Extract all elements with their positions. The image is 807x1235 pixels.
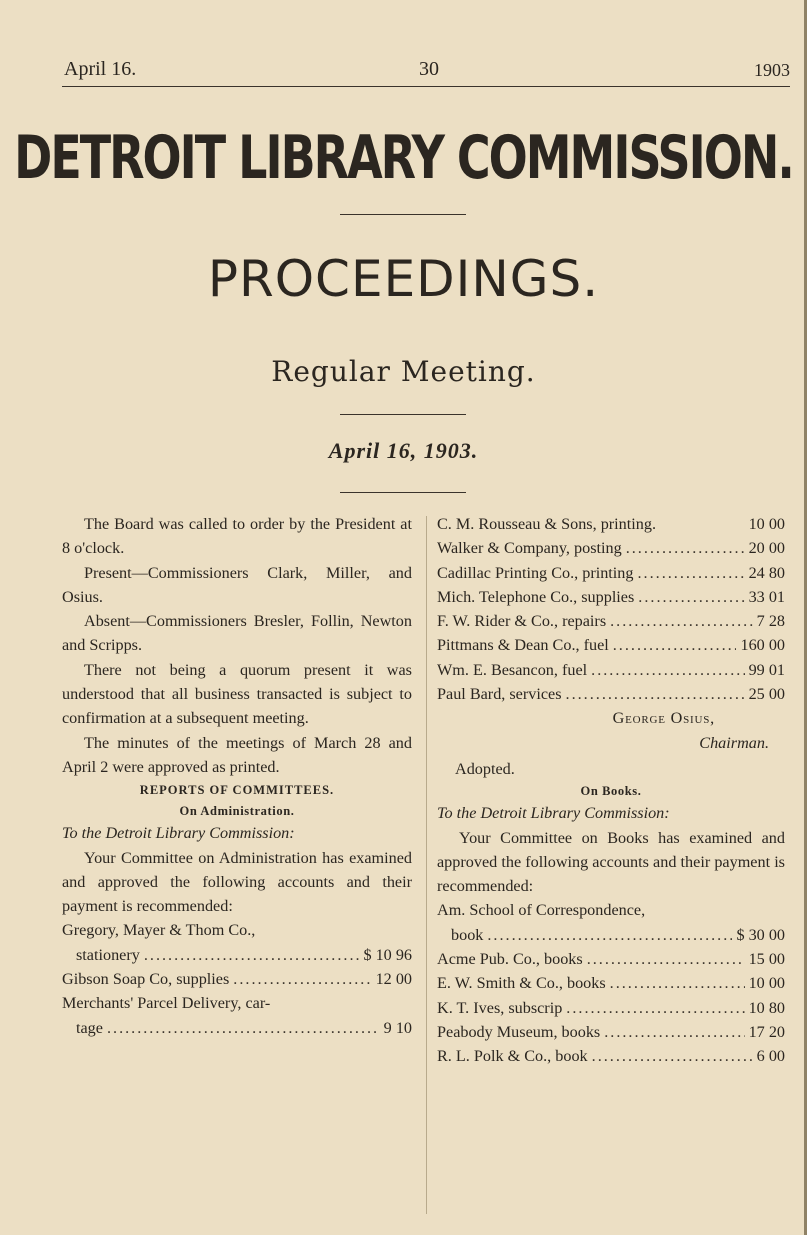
account-amount: $ 10 96 [363,945,412,964]
leader-dots [638,585,744,609]
leader-dots [587,947,745,971]
paragraph-present: Present—Commissioners Clark, Miller, and Osius. [62,563,412,606]
leader-dots [610,609,753,633]
leader-dots [591,658,744,682]
account-amount: 9 10 [383,1018,412,1037]
right-column [437,512,785,1069]
books-intro: Your Committee on Books has examined and approved the following accounts and their payment is recommended: [437,828,785,896]
admin-salutation: To the Detroit Library Commission: [62,824,295,843]
account-name: Cadillac Printing Co., printing [437,563,634,582]
account-amount: 15 00 [748,950,785,969]
account-name: Pittmans & Dean Co., fuel [437,636,609,655]
paragraph-minutes: The minutes of the meetings of March 28 and April 2 were approved as printed. [62,733,412,776]
account-entry [437,658,785,682]
proceedings-heading: PROCEEDINGS. [207,250,600,308]
account-amount: 160 00 [740,636,785,655]
account-entry [62,943,412,967]
account-entry [62,967,412,991]
administration-heading: On Administration. [179,804,295,819]
account-name: R. L. Polk & Co., book [437,1047,588,1066]
leader-dots [604,1020,744,1044]
account-name: Peabody Museum, books [437,1022,601,1041]
account-entry [437,923,785,947]
account-amount: 25 00 [748,685,785,704]
account-line: Merchants' Parcel Delivery, car- [62,994,271,1013]
running-header [64,58,790,84]
account-name: Paul Bard, services [437,685,562,704]
account-amount: 24 80 [748,563,785,582]
account-line: Gregory, Mayer & Thom Co., [62,921,256,940]
account-name: Gibson Soap Co, supplies [62,970,230,989]
account-entry [437,585,785,609]
page-number: 30 [419,58,439,80]
account-amount: 20 00 [748,539,785,558]
left-column [62,512,412,1040]
account-entry [62,1016,412,1040]
account-entry [437,561,785,585]
admin-intro: Your Committee on Administration has examined and approved the following accounts and their payment is recommended: [62,848,412,916]
leader-dots [144,943,360,967]
account-entry [437,633,785,657]
account-amount: 7 28 [756,612,785,631]
books-heading: On Books. [580,784,642,799]
account-entry [437,1044,785,1068]
leader-dots [638,561,745,585]
meeting-rule [340,414,466,415]
paragraph-call-to-order: The Board was called to order by the President at 8 o'clock. [62,515,412,558]
leader-dots [566,682,745,706]
leader-dots [107,1016,380,1040]
header-date: April 16. [64,58,137,80]
title-rule [340,214,466,215]
account-name: Mich. Telephone Co., supplies [437,587,635,606]
account-name: book [451,925,484,944]
account-name: C. M. Rousseau & Sons, printing. [437,515,656,533]
leader-dots [626,536,745,560]
account-name: E. W. Smith & Co., books [437,974,606,993]
paragraph-absent: Absent—Commissioners Bresler, Follin, Newton and Scripps. [62,612,412,655]
leader-dots [233,967,371,991]
leader-dots [613,633,737,657]
account-name: F. W. Rider & Co., repairs [437,612,607,631]
account-entry [437,609,785,633]
signature-name: George Osius, [612,709,715,728]
account-name: Walker & Company, posting [437,539,622,558]
account-amount: 33 01 [748,587,785,606]
leader-dots [566,996,744,1020]
account-name: tage [76,1018,103,1037]
signature-title: Chairman. [699,733,769,752]
account-amount: 12 00 [375,970,412,989]
reports-heading: REPORTS OF COMMITTEES. [139,783,335,798]
account-amount: 10 00 [748,515,785,533]
account-entry [437,682,785,706]
account-amount: 10 00 [748,974,785,993]
meeting-type: Regular Meeting. [271,355,536,388]
account-entry [437,996,785,1020]
books-salutation: To the Detroit Library Commission: [437,804,670,823]
account-line: Am. School of Correspondence, [437,901,646,920]
document-title: DETROIT LIBRARY COMMISSION. [14,122,793,193]
account-entry [437,971,785,995]
leader-dots [610,971,745,995]
account-amount: 17 20 [748,1022,785,1041]
account-name: Wm. E. Besancon, fuel [437,660,588,679]
account-name: Acme Pub. Co., books [437,950,583,969]
header-year: 1903 [754,60,790,80]
date-rule [340,492,466,493]
column-divider [426,516,427,1214]
account-name: stationery [76,945,140,964]
account-entry [437,512,785,536]
leader-dots [487,923,732,947]
account-amount: 10 80 [748,998,785,1017]
meeting-date: April 16, 1903. [328,438,479,463]
account-entry [437,536,785,560]
paragraph-quorum: There not being a quorum present it was understood that all business transacted is subject to confirmation at a subsequent meeting. [62,660,412,728]
account-amount: 99 01 [748,660,785,679]
leader-dots [592,1044,753,1068]
account-entry [437,947,785,971]
account-amount: 6 00 [756,1047,785,1066]
account-amount: $ 30 00 [736,925,785,944]
adopted-note: Adopted. [455,759,515,778]
header-rule [62,86,790,87]
account-entry [437,1020,785,1044]
account-name: K. T. Ives, subscrip [437,998,563,1017]
